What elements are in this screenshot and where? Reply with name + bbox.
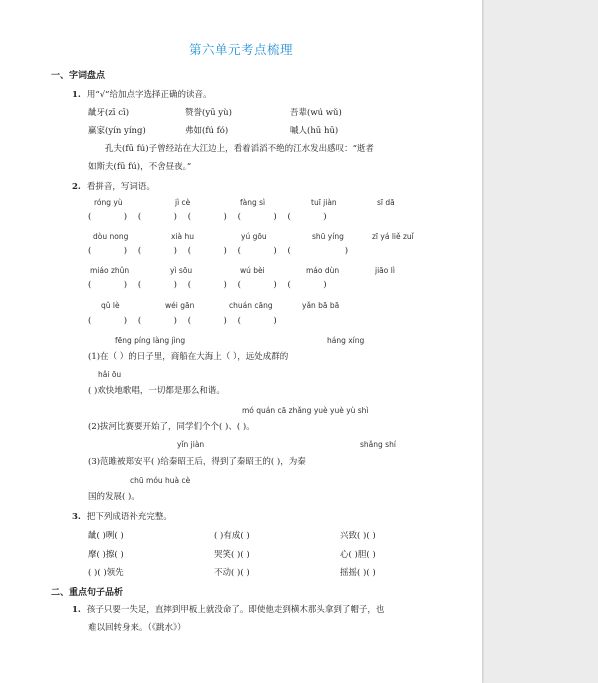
sentence-text: 难以回转身来。（《跳水》） — [88, 623, 186, 633]
question-number: 1. — [72, 90, 81, 100]
idiom-blank: ( )有成( ) — [214, 531, 250, 541]
idiom-blank: 龇( )咧( ) — [88, 531, 124, 541]
pinyin-label: xià hu — [171, 232, 195, 241]
side-panel — [484, 0, 598, 683]
sentence-text: 孔夫(fū fú)子曾经站在大江边上，看着滔滔不绝的江水发出感叹：“逝者 — [105, 144, 374, 154]
section-heading-1: 一、字词盘点 — [51, 71, 106, 81]
question-4 — [72, 603, 384, 615]
question-2 — [72, 180, 155, 192]
answer-blanks: ( ) ( ) ( ) ( ) ( ) — [88, 280, 327, 290]
pinyin-label: chū móu huà cè — [130, 476, 191, 485]
pinyin-label: jì cè — [175, 198, 191, 207]
pinyin-choice: 赢家(yín yíng) — [88, 126, 146, 136]
sentence-text: (3)范雎被郑安平( )给秦昭王后，得到了秦昭王的( )，为秦 — [88, 457, 306, 467]
question-1 — [72, 88, 211, 100]
pinyin-label: dòu nong — [93, 232, 129, 241]
answer-blanks: ( ) ( ) ( ) ( ) ( ) — [88, 246, 349, 256]
pinyin-label: yì sōu — [170, 266, 193, 275]
pinyin-label: sī dā — [377, 198, 395, 207]
idiom-blank: 哭笑( )( ) — [214, 550, 250, 560]
question-text: 把下列成语补充完整。 — [86, 512, 172, 522]
sentence-text: 如斯夫(fū fú)，不舍昼夜。” — [88, 162, 192, 172]
pinyin-label: wéi gān — [165, 301, 195, 310]
idiom-blank: 心( )胆( ) — [340, 550, 376, 560]
pinyin-label: mó quán cā zhǎng yuè yuè yù shì — [242, 406, 369, 415]
question-number: 2. — [72, 182, 81, 192]
page-title: 第六单元考点梳理 — [188, 42, 293, 57]
pinyin-choice: 赞誉(yū yù) — [185, 108, 232, 118]
pinyin-label: shū yíng — [312, 232, 344, 241]
pinyin-label: zī yá liě zuǐ — [372, 232, 414, 241]
idiom-blank: 不动( )( ) — [214, 568, 250, 578]
pinyin-choice: 弗如(fú fó) — [185, 126, 229, 136]
pinyin-label: shǎng shí — [360, 440, 396, 449]
pinyin-choice: 吾辈(wú wǔ) — [290, 108, 342, 118]
sentence-text: (1)在（ ）的日子里，商船在大海上（ ），远处成群的 — [88, 352, 289, 362]
pinyin-label: qǔ lè — [101, 301, 120, 310]
idiom-blank: 摩( )擦( ) — [88, 550, 124, 560]
pinyin-label: hǎi ōu — [98, 370, 122, 379]
pinyin-label: fēng píng làng jìng — [115, 336, 186, 345]
pinyin-label: fàng sì — [240, 198, 266, 207]
question-number: 1. — [72, 605, 81, 615]
pinyin-label: máo dùn — [306, 266, 340, 275]
question-text: 看拼音，写词语。 — [86, 182, 155, 192]
idiom-blank: 摇摇( )( ) — [340, 568, 376, 578]
pinyin-label: miáo zhǔn — [90, 266, 130, 275]
pinyin-label: háng xíng — [327, 336, 365, 345]
question-text: 用“√”给加点字选择正确的读音。 — [86, 90, 212, 100]
question-number: 3. — [72, 512, 81, 522]
pinyin-label: yú gōu — [241, 232, 267, 241]
idiom-blank: ( )( )领先 — [88, 568, 124, 578]
pinyin-choice: 龇牙(zī cī) — [88, 108, 130, 118]
sentence-text: 孩子只要一失足，直摔到甲板上就没命了。即使他走到横木那头拿到了帽子，也 — [86, 605, 385, 615]
question-3 — [72, 510, 172, 522]
idiom-blank: 兴致( )( ) — [340, 531, 376, 541]
pinyin-label: chuán cāng — [229, 301, 273, 310]
pinyin-label: yǎn bā bā — [302, 301, 340, 310]
section-heading-2: 二、重点句子品析 — [51, 588, 124, 598]
answer-blanks: ( ) ( ) ( ) ( ) — [88, 316, 277, 326]
sentence-text: (2)拔河比赛要开始了，同学们个个( )、( )。 — [88, 422, 255, 432]
pinyin-label: jiāo lì — [375, 266, 395, 275]
sentence-text: ( )欢快地歌唱，一切都是那么和谐。 — [88, 386, 225, 396]
sentence-text: 国的发展( )。 — [88, 492, 140, 502]
pinyin-label: wú bèi — [240, 266, 265, 275]
pinyin-label: tuī jiàn — [311, 198, 337, 207]
pinyin-label: róng yù — [94, 198, 123, 207]
pinyin-choice: 嘁人(hū hū) — [290, 126, 339, 136]
pinyin-label: yǐn jiàn — [177, 440, 205, 449]
answer-blanks: ( ) ( ) ( ) ( ) ( ) — [88, 212, 327, 222]
